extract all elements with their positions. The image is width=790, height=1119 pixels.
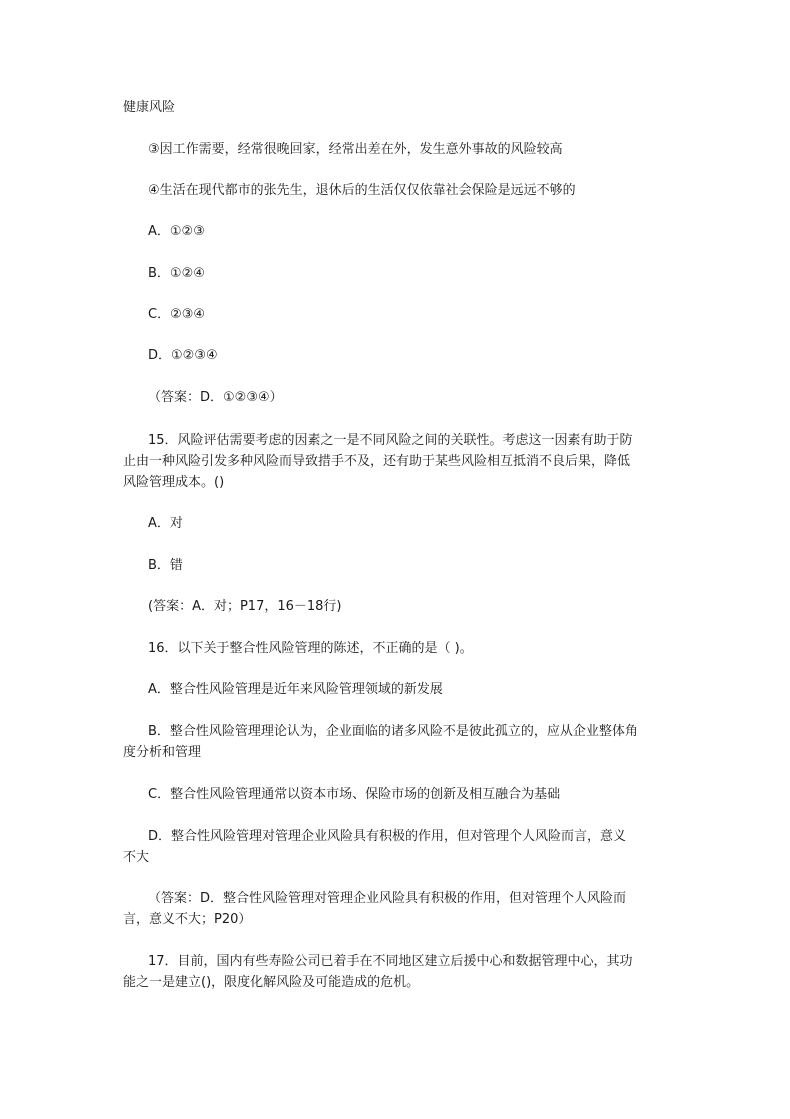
q15-answer: (答案：A．对；P17，16－18行): [148, 599, 342, 614]
q16-option-d: D．整合性风险管理对管理企业风险具有积极的作用，但对管理个人风险而言，意义不大: [123, 829, 627, 865]
q15-option-b: B．错: [148, 558, 183, 573]
q16-option-b: B．整合性风险管理理论认为，企业面临的诸多风险不是彼此孤立的，应从企业整体角度分析和管理: [123, 724, 638, 760]
paragraph-health-risk: 健康风险: [123, 100, 176, 115]
q14-option-b: B．①②④: [148, 266, 205, 281]
question-17-text: 17．目前，国内有些寿险公司已着手在不同地区建立后援中心和数据管理中心，其功能之一是建立()，限度化解风险及可能造成的危机。: [123, 954, 633, 990]
q14-option-a: A．①②③: [148, 224, 205, 239]
q16-answer: （答案：D．整合性风险管理对管理企业风险具有积极的作用，但对管理个人风险而言，意义不大；P20）: [123, 891, 627, 927]
question-16-text: 16．以下关于整合性风险管理的陈述，不正确的是（ )。: [148, 641, 473, 656]
q16-option-a: A．整合性风险管理是近年来风险管理领域的新发展: [148, 682, 443, 697]
q14-answer: （答案：D．①②③④）: [148, 390, 283, 405]
q14-option-d: D．①②③④: [148, 348, 218, 363]
paragraph-item-3: ③因工作需要，经常很晚回家，经常出差在外，发生意外事故的风险较高: [148, 142, 563, 157]
q14-option-c: C．②③④: [148, 307, 206, 322]
question-15-text: 15．风险评估需要考虑的因素之一是不同风险之间的关联性。考虑这一因素有助于防止由一种风险引发多种风险而导致措手不及，还有助于某些风险相互抵消不良后果，降低风险管理成本。(): [123, 433, 633, 490]
q16-option-c: C．整合性风险管理通常以资本市场、保险市场的创新及相互融合为基础: [148, 787, 561, 802]
q15-option-a: A．对: [148, 516, 183, 531]
paragraph-item-4: ④生活在现代都市的张先生，退休后的生活仅仅依靠社会保险是远远不够的: [148, 183, 576, 198]
